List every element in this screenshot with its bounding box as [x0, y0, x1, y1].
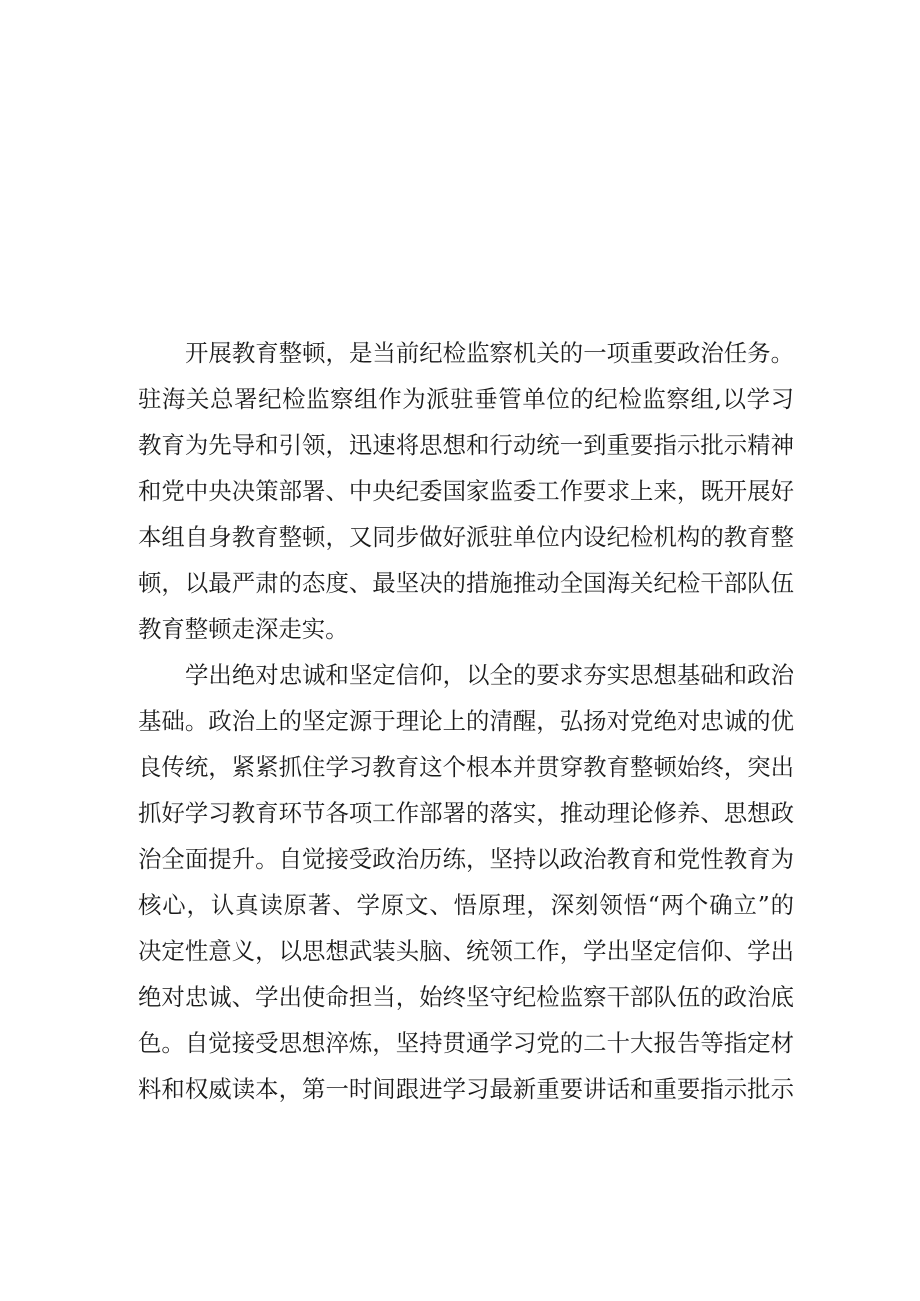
paragraph-line: 教育为先导和引领，迅速将思想和行动统一到重要指示批示精神 — [138, 431, 794, 459]
paragraph-line: 料和权威读本，第一时间跟进学习最新重要讲话和重要指示批示 — [138, 1075, 794, 1103]
paragraph-line: 良传统，紧紧抓住学习教育这个根本并贯穿教育整顿始终，突出 — [138, 753, 794, 781]
document-body — [138, 330, 794, 1112]
paragraph-line: 核心，认真读原著、学原文、悟原理，深刻领悟“两个确立”的 — [138, 891, 794, 919]
paragraph-line: 色。自觉接受思想淬炼，坚持贯通学习党的二十大报告等指定材 — [138, 1029, 794, 1057]
paragraph-line: 治全面提升。自觉接受政治历练，坚持以政治教育和党性教育为 — [138, 845, 794, 873]
paragraph-line: 驻海关总署纪检监察组作为派驻垂管单位的纪检监察组,以学习 — [138, 385, 794, 413]
paragraph-line: 顿，以最严肃的态度、最坚决的措施推动全国海关纪检干部队伍 — [138, 569, 794, 597]
paragraph-2 — [138, 652, 794, 1112]
paragraph-line: 开展教育整顿，是当前纪检监察机关的一项重要政治任务。 — [185, 339, 794, 367]
paragraph-line: 抓好学习教育环节各项工作部署的落实，推动理论修养、思想政 — [138, 799, 794, 827]
paragraph-line: 本组自身教育整顿，又同步做好派驻单位内设纪检机构的教育整 — [138, 523, 794, 551]
paragraph-line: 和党中央决策部署、中央纪委国家监委工作要求上来，既开展好 — [138, 477, 794, 505]
paragraph-line: 基础。政治上的坚定源于理论上的清醒，弘扬对党绝对忠诚的优 — [138, 707, 794, 735]
paragraph-line: 学出绝对忠诚和坚定信仰，以全的要求夯实思想基础和政治 — [185, 661, 794, 689]
paragraph-1 — [138, 330, 794, 652]
paragraph-line: 绝对忠诚、学出使命担当，始终坚守纪检监察干部队伍的政治底 — [138, 983, 794, 1011]
paragraph-line: 决定性意义，以思想武装头脑、统领工作，学出坚定信仰、学出 — [138, 937, 794, 965]
paragraph-line: 教育整顿走深走实。 — [138, 615, 349, 643]
